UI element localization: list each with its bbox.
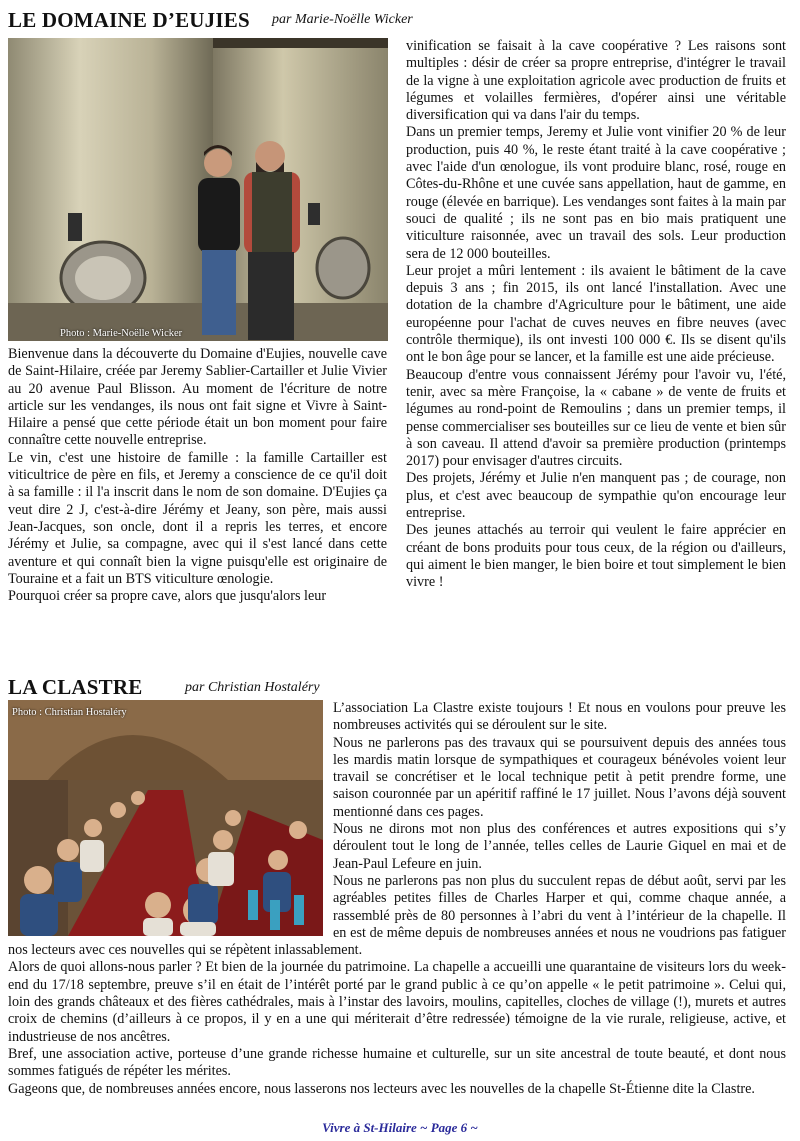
paragraph: Bienvenue dans la découverte du Domaine d'Eujies, nouvelle cave de Saint-Hilaire, créée par Jeremy Sablier-Cartailler et Julie Vivier au 20 avenue Paul Blisson. Au moment de l'écriture de notre article sur les vendanges, ils nous ont fait signe et Vivre à Saint-Hilaire a pensé que cette période était un bon moment pour faire connaître cette nouvelle entreprise. [8,346,387,449]
article-byline: par Marie-Noëlle Wicker [272,12,413,27]
paragraph: Dans un premier temps, Jeremy et Julie vont vinifier 20 % de leur production, puis 40 %, le reste étant traité à la cave coopérative ; avec l'aide d'un œnologue, ils vont produire blanc, rosé, rouge en Côtes-du-Rhône et une cuvée sans appellation, haut de gamme, en rouge (élevée en barrique). Les vendanges sont faites à la main par souci de qualité ; ils ne sont pas en bio mais pratiquent une viticulture raisonnée, avec un travail des sols. Leur production sera de 12 000 bouteilles. [406,124,786,262]
photo-caption: Photo : Marie-Noëlle Wicker [60,328,183,339]
paragraph: Nous ne parlerons pas des travaux qui se poursuivent depuis des années tous les mardis matin lorsque de sympathiques et courageux bénévoles voient leur travail se concrétiser et le local technique petit à petit prendre forme, une saison couronnée par un apéritif raffiné le 17 juillet. Nous l’avons déjà souvent mentionné dans ces pages. [333,734,786,820]
winery-photo [8,38,388,341]
paragraph: Alors de quoi allons-nous parler ? Et bien de la journée du patrimoine. La chapelle a accueilli une quarantaine de visiteurs lors du week-end du 17/18 septembre, preuve s’il en était de l’intérêt porté par le grand public à ce qu’on appelle « le petit patrimoine ». Celui qui, loin des grands châteaux et des fières cathédrales, mais à l’instar des lavoirs, moulins, capitelles, cloches de village (!), murets et autres croix de chemins (d’ailleurs à ce propos, il y en a une qui mériterait d’être redressée) témoigne de la vie rurale, religieuse, active, et industrieuse de nos ancêtres. [8,959,786,1045]
paragraph: vinification se faisait à la cave coopérative ? Les raisons sont multiples : désir de créer sa propre entreprise, d'intégrer le travail de la vigne à une exploitation agricole avec production de fruits et légumes et volailles fermières, d'opérer ainsi une véritable diversification qui va dans l'air du temps. [406,38,786,124]
page-footer: Vivre à St-Hilaire ~ Page 6 ~ [322,1120,478,1135]
paragraph: Bref, une association active, porteuse d’une grande richesse humaine et culturelle, sur un site ancestral de toute beauté, et dont nous sommes fatigués de répéter les mérites. [8,1045,786,1080]
paragraph: Le vin, c'est une histoire de famille : la famille Cartailler est viticultrice de père en fils, et Jeremy a conscience de ce qu'il doit à sa famille : il l'a inscrit dans le nom de son domaine. D'Eujies ça veut dire 2 J, c'est-à-dire Jérémy et Jeany, son père, mais aussi Jean-Jacques, son oncle, dont il a repris les terres, et encore Jérémy et Julie, sa compagne, avec qui il s'est lancé dans cette aventure et qui connaît bien la vigne puisqu'elle est originaire de Touraine et a fait un BTS viticulture œnologie. [8,449,387,587]
article1-left-column [8,346,387,605]
paragraph: Nous ne parlerons pas non plus du succulent repas de début août, servi par les agréables petites filles de Charles Harper et qui, comme chaque année, a rassemblé près de 80 personnes à l’abri du vent à l’intérieur de la chapelle. Il en est de même depuis de nombreuses années et nous ne voudrions pas fatiguer nos lecteurs avec ces nouvelles qui se répètent inlassablement. [8,872,786,959]
paragraph: Des jeunes attachés au terroir qui veulent le faire apprécier en créant de bons produits pour tous ceux, de la région ou d'ailleurs, qui aiment le bien manger, le bien boire et tout simplement le bien vivre ! [406,522,786,591]
paragraph: Leur projet a mûri lentement : ils avaient le bâtiment de la cave depuis 3 ans ; fin 2015, ils ont lancé l'installation. Avec une dotation de la chambre d'Agriculture pour le bâtiment, une aide européenne pour l'achat de cuves neuves en fibre neuves (avec contrôle thermique), ils ont investi 100 000 €. Ils se disent qu'ils ont le bon âge pour se lancer, et la famille est une aide précieuse. [406,262,786,366]
article-title: LA CLASTRE [8,675,143,699]
paragraph: Beaucoup d'entre vous connaissent Jérémy pour l'avoir vu, l'été, tenir, avec sa mère Françoise, la « cabane » de vente de fruits et légumes au rond-point de Remoulins ; dans un premier temps, il pense commercialiser ses bouteilles sur ce lieu de vente et bien sûr à son caveau. Il attend d'avoir sa première production (printemps 2017) pour envisager d'autres circuits. [406,366,786,470]
paragraph: Nous ne dirons mot non plus des conférences et autres expositions qui s’y déroulent tout le long de l’année, telles celles de Laurie Giquel en mai et de Jean-Paul Lefeure en juin. [333,821,786,872]
article-byline: par Christian Hostaléry [185,680,320,695]
winery-photo-image [8,38,388,341]
article1-right-column [406,38,786,592]
article2-body [8,700,786,1098]
chapel-photo-image [8,700,323,936]
photo-caption: Photo : Christian Hostaléry [12,707,127,718]
chapel-photo [8,700,323,936]
paragraph: Des projets, Jérémy et Julie n'en manquent pas ; de courage, non plus, et c'est avec beaucoup de sympathie qu'on encourage leur entreprise. [406,470,786,522]
paragraph: Gageons que, de nombreuses années encore, nous lasserons nos lecteurs avec les nouvelles de la chapelle St-Étienne dite la Clastre. [8,1080,755,1097]
paragraph: L’association La Clastre existe toujours ! Et nous en voulons pour preuve les nombreuses activités qui se déroulent sur le site. [333,700,786,734]
paragraph: Pourquoi créer sa propre cave, alors que jusqu'alors leur [8,588,327,605]
article-title: LE DOMAINE D’EUJIES [8,8,250,32]
